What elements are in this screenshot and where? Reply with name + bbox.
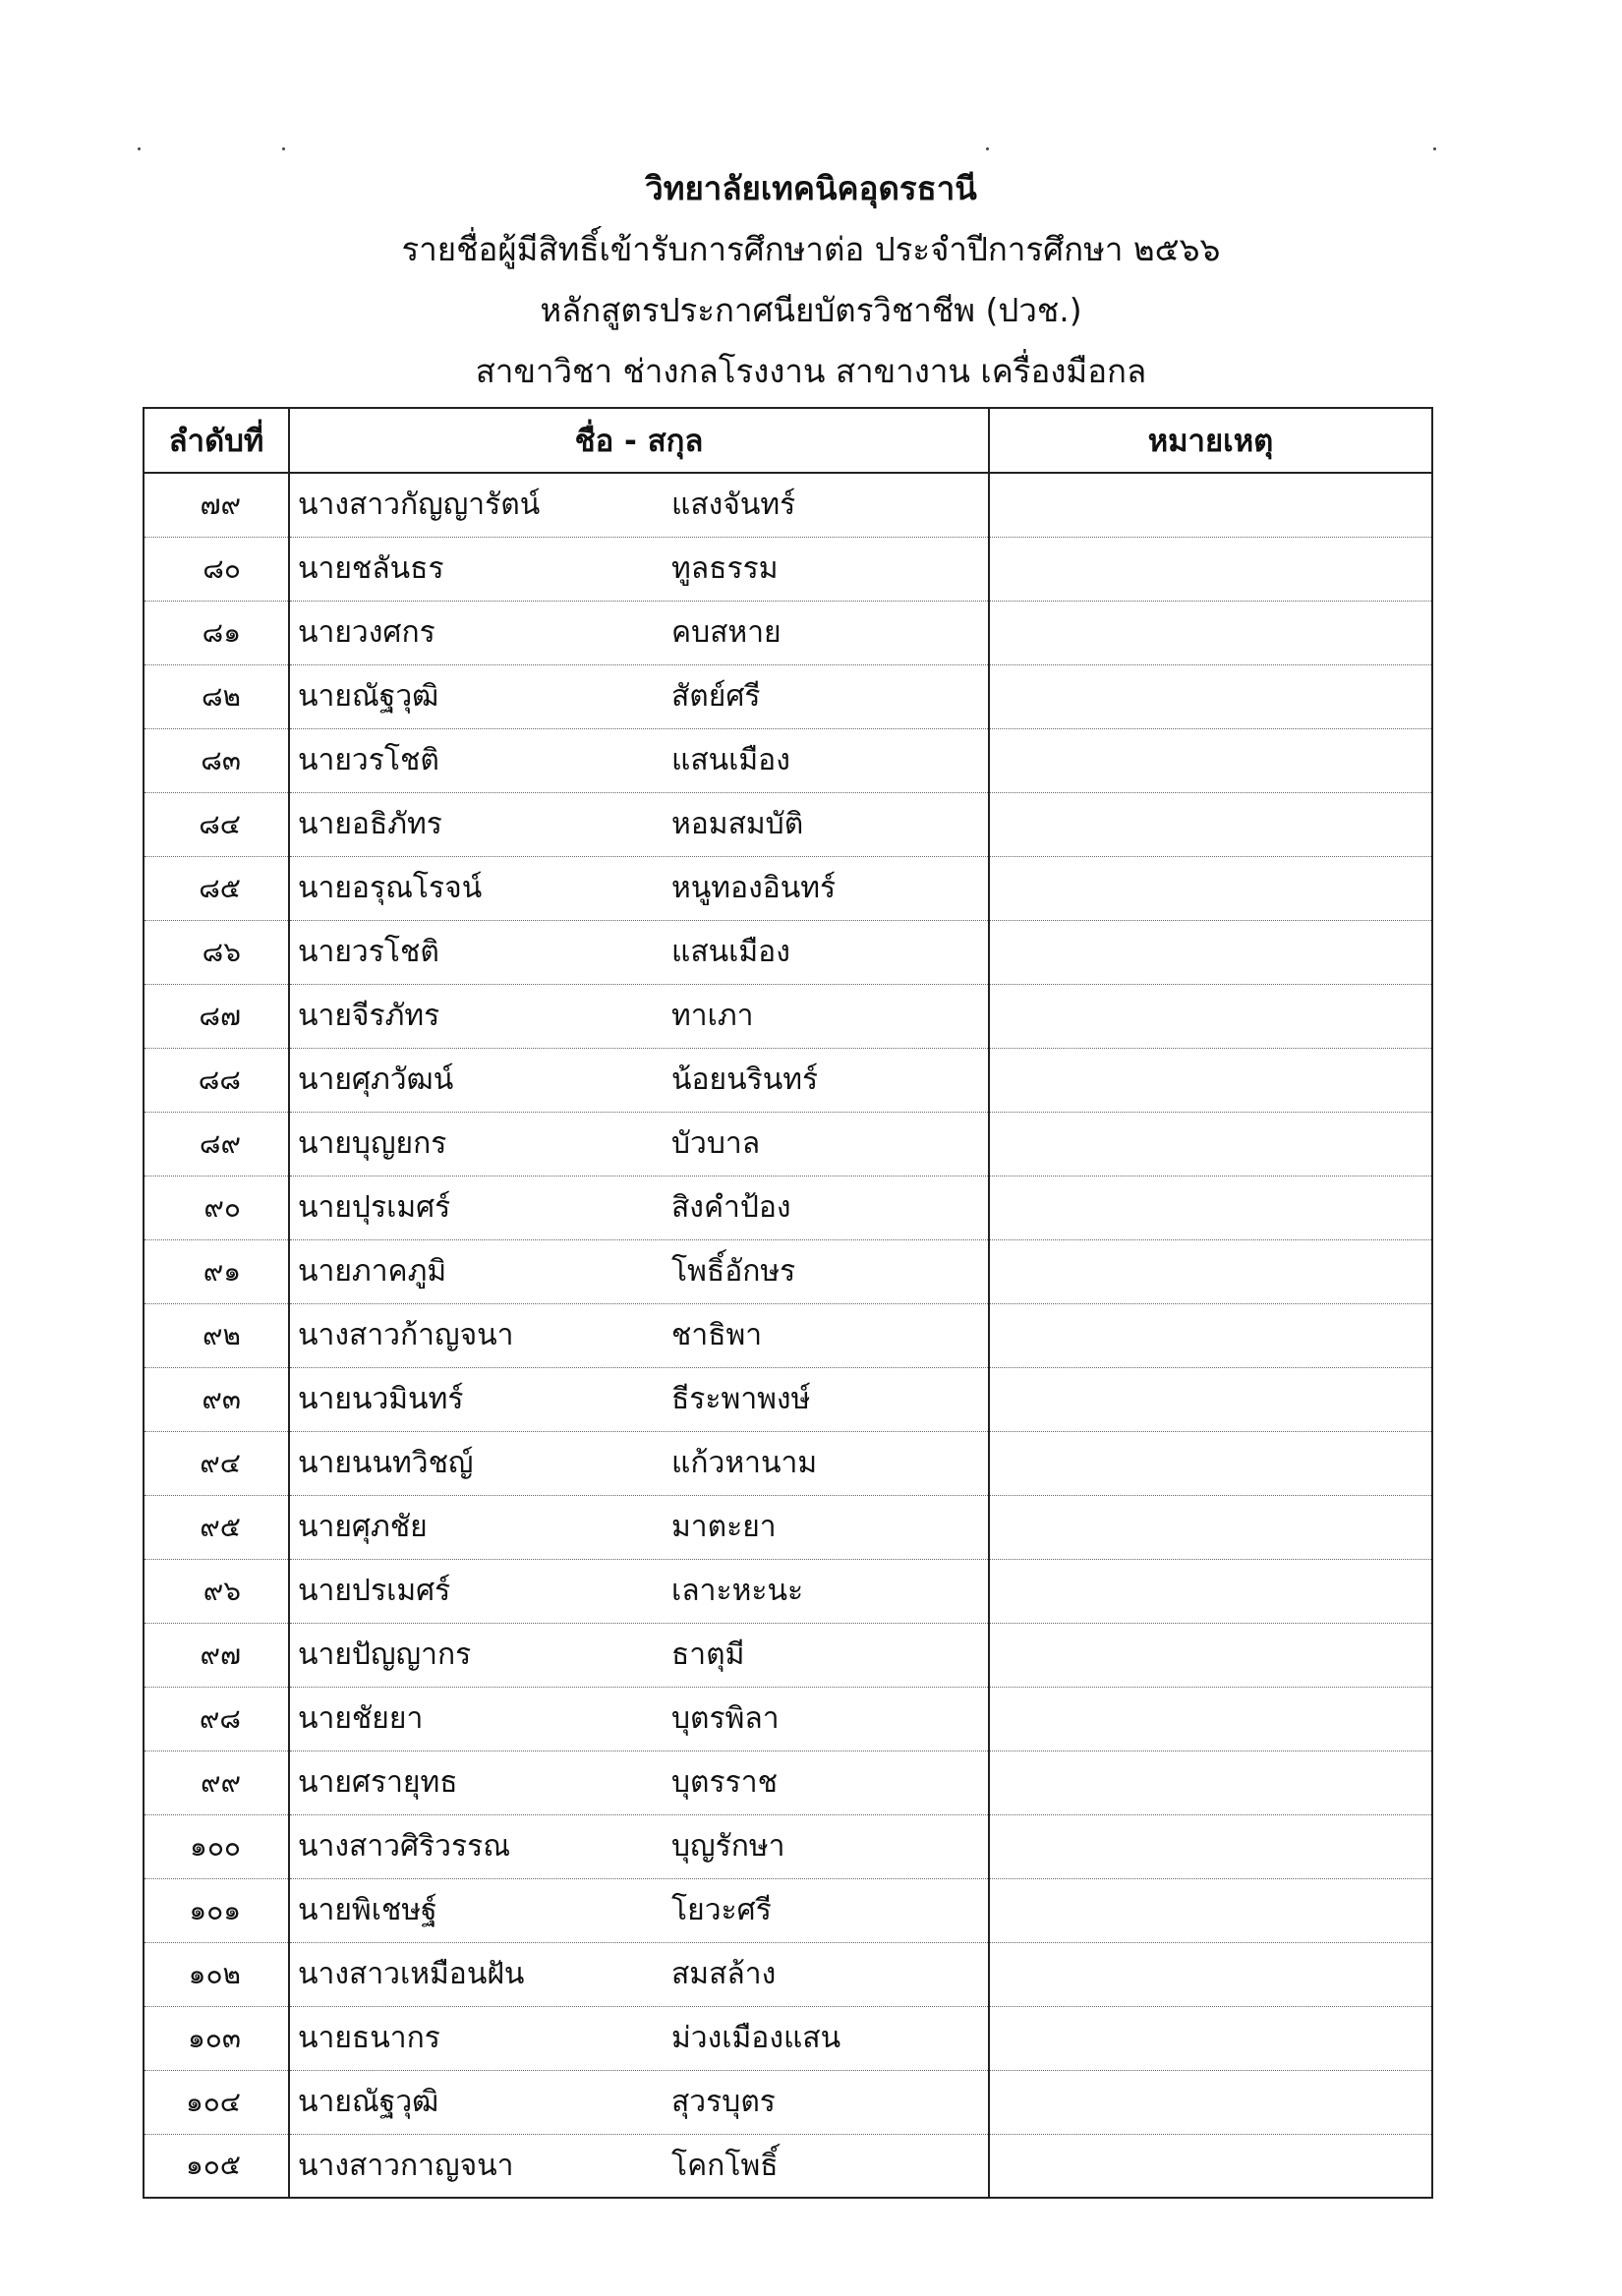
family-name: สิงคำป้อง bbox=[671, 1190, 791, 1225]
given-name: นายจีรภัทร bbox=[298, 999, 440, 1033]
full-name-cell bbox=[289, 2134, 989, 2198]
family-name: น้อยนรินทร์ bbox=[671, 1062, 819, 1097]
remark-cell bbox=[989, 1367, 1432, 1431]
table-row bbox=[144, 1559, 1432, 1623]
given-name: นายธนากร bbox=[298, 2021, 440, 2055]
given-name: นายนนทวิชญ์ bbox=[298, 1446, 474, 1480]
full-name-cell bbox=[289, 1687, 989, 1751]
family-name: บุญรักษา bbox=[671, 1829, 785, 1864]
full-name-cell bbox=[289, 1176, 989, 1239]
given-name: นางสาวกาญจนา bbox=[298, 2148, 514, 2183]
table-row bbox=[144, 1878, 1432, 1942]
order-number: ๘๕ bbox=[144, 856, 289, 920]
given-name: นายปัญญากร bbox=[298, 1637, 472, 1672]
family-name: แสนเมือง bbox=[671, 743, 790, 777]
family-name: มาตะยา bbox=[671, 1510, 777, 1544]
family-name: หนูทองอินทร์ bbox=[671, 871, 837, 905]
column-header-remark: หมายเหตุ bbox=[989, 408, 1432, 473]
table-row bbox=[144, 1942, 1432, 2006]
given-name: นายปุรเมศร์ bbox=[298, 1190, 451, 1225]
remark-cell bbox=[989, 2134, 1432, 2198]
order-number: ๙๔ bbox=[144, 1431, 289, 1495]
remark-cell bbox=[989, 984, 1432, 1048]
full-name-cell bbox=[289, 537, 989, 601]
table-row bbox=[144, 2134, 1432, 2198]
family-name: โคกโพธิ์ bbox=[671, 2148, 779, 2183]
family-name: แสนเมือง bbox=[671, 935, 790, 969]
order-number: ๙๙ bbox=[144, 1751, 289, 1814]
order-number: ๙๖ bbox=[144, 1559, 289, 1623]
family-name: บุตรราช bbox=[671, 1765, 778, 1800]
given-name: นางสาวกัญญารัตน์ bbox=[298, 488, 541, 523]
order-number: ๘๑ bbox=[144, 601, 289, 664]
table-row bbox=[144, 1048, 1432, 1112]
family-name: หอมสมบัติ bbox=[671, 807, 804, 841]
order-number: ๙๘ bbox=[144, 1687, 289, 1751]
scan-dot bbox=[138, 147, 141, 150]
order-number: ๑๐๔ bbox=[144, 2070, 289, 2134]
table-row bbox=[144, 2070, 1432, 2134]
table-row bbox=[144, 1431, 1432, 1495]
remark-cell bbox=[989, 601, 1432, 664]
table-row bbox=[144, 1814, 1432, 1878]
column-header-name: ชื่อ - สกุล bbox=[289, 408, 989, 473]
table-row bbox=[144, 1751, 1432, 1814]
remark-cell bbox=[989, 473, 1432, 537]
full-name-cell bbox=[289, 856, 989, 920]
full-name-cell bbox=[289, 601, 989, 664]
table-row bbox=[144, 856, 1432, 920]
scan-dot bbox=[282, 147, 285, 150]
full-name-cell bbox=[289, 2006, 989, 2070]
given-name: นายบุญยกร bbox=[298, 1126, 447, 1161]
program-line: หลักสูตรประกาศนียบัตรวิชาชีพ (ปวช.) bbox=[540, 291, 1082, 329]
given-name: นายณัฐวุฒิ bbox=[298, 679, 439, 714]
remark-cell bbox=[989, 2006, 1432, 2070]
table-row bbox=[144, 728, 1432, 792]
family-name: ทาเภา bbox=[671, 999, 754, 1033]
table-row bbox=[144, 1303, 1432, 1367]
full-name-cell bbox=[289, 1367, 989, 1431]
student-table bbox=[143, 407, 1433, 2199]
table-header-row bbox=[144, 408, 1432, 473]
given-name: นางสาวก้าญจนา bbox=[298, 1318, 514, 1352]
full-name-cell bbox=[289, 1239, 989, 1303]
family-name: เลาะหะนะ bbox=[671, 1574, 804, 1608]
family-name: สมสล้าง bbox=[671, 1957, 777, 1991]
full-name-cell bbox=[289, 920, 989, 984]
order-number: ๙๑ bbox=[144, 1239, 289, 1303]
given-name: นายอรุณโรจน์ bbox=[298, 871, 483, 905]
remark-cell bbox=[989, 1878, 1432, 1942]
order-number: ๙๓ bbox=[144, 1367, 289, 1431]
remark-cell bbox=[989, 920, 1432, 984]
family-name: ม่วงเมืองแสน bbox=[671, 2021, 841, 2055]
full-name-cell bbox=[289, 1559, 989, 1623]
full-name-cell bbox=[289, 728, 989, 792]
given-name: นายณัฐวุฒิ bbox=[298, 2085, 439, 2119]
given-name: นายพิเชษฐ์ bbox=[298, 1893, 437, 1927]
family-name: ธาตุมี bbox=[671, 1637, 745, 1672]
family-name: บุตรพิลา bbox=[671, 1701, 780, 1736]
remark-cell bbox=[989, 537, 1432, 601]
table-row bbox=[144, 1112, 1432, 1176]
given-name: นายปรเมศร์ bbox=[298, 1574, 451, 1608]
full-name-cell bbox=[289, 1814, 989, 1878]
order-number: ๑๐๓ bbox=[144, 2006, 289, 2070]
document-header bbox=[0, 165, 1622, 409]
major-line: สาขาวิชา ช่างกลโรงงาน สาขางาน เครื่องมือกล bbox=[475, 352, 1147, 390]
remark-cell bbox=[989, 2070, 1432, 2134]
full-name-cell bbox=[289, 473, 989, 537]
order-number: ๑๐๐ bbox=[144, 1814, 289, 1878]
order-number: ๘๔ bbox=[144, 792, 289, 856]
table-row bbox=[144, 1367, 1432, 1431]
given-name: นายวรโชติ bbox=[298, 743, 439, 777]
table-row bbox=[144, 537, 1432, 601]
full-name-cell bbox=[289, 1623, 989, 1687]
table-row bbox=[144, 1495, 1432, 1559]
full-name-cell bbox=[289, 1431, 989, 1495]
table-row bbox=[144, 2006, 1432, 2070]
full-name-cell bbox=[289, 984, 989, 1048]
remark-cell bbox=[989, 1623, 1432, 1687]
given-name: นายชัยยา bbox=[298, 1701, 424, 1736]
remark-cell bbox=[989, 1431, 1432, 1495]
list-subtitle: รายชื่อผู้มีสิทธิ์เข้ารับการศึกษาต่อ ประจำปีการศึกษา ๒๕๖๖ bbox=[401, 230, 1221, 268]
given-name: นายอธิภัทร bbox=[298, 807, 442, 841]
family-name: โพธิ์อักษร bbox=[671, 1254, 796, 1289]
full-name-cell bbox=[289, 664, 989, 728]
table-row bbox=[144, 601, 1432, 664]
remark-cell bbox=[989, 1751, 1432, 1814]
given-name: นายศุภชัย bbox=[298, 1510, 428, 1544]
family-name: บัวบาล bbox=[671, 1126, 761, 1161]
order-number: ๘๐ bbox=[144, 537, 289, 601]
remark-cell bbox=[989, 856, 1432, 920]
full-name-cell bbox=[289, 2070, 989, 2134]
remark-cell bbox=[989, 1495, 1432, 1559]
order-number: ๘๙ bbox=[144, 1112, 289, 1176]
order-number: ๑๐๕ bbox=[144, 2134, 289, 2198]
order-number: ๑๐๑ bbox=[144, 1878, 289, 1942]
given-name: นายศุภวัฒน์ bbox=[298, 1062, 454, 1097]
scan-dot bbox=[986, 147, 989, 150]
family-name: โยวะศรี bbox=[671, 1893, 772, 1927]
remark-cell bbox=[989, 664, 1432, 728]
order-number: ๘๗ bbox=[144, 984, 289, 1048]
family-name: คบสหาย bbox=[671, 615, 782, 650]
remark-cell bbox=[989, 1048, 1432, 1112]
remark-cell bbox=[989, 1814, 1432, 1878]
family-name: ชาธิพา bbox=[671, 1318, 763, 1352]
full-name-cell bbox=[289, 792, 989, 856]
full-name-cell bbox=[289, 1112, 989, 1176]
order-number: ๙๕ bbox=[144, 1495, 289, 1559]
given-name: นายชลันธร bbox=[298, 551, 444, 586]
given-name: นายภาคภูมิ bbox=[298, 1254, 447, 1289]
family-name: ธีระพาพงษ์ bbox=[671, 1382, 811, 1416]
remark-cell bbox=[989, 728, 1432, 792]
scan-dot bbox=[1433, 147, 1436, 150]
full-name-cell bbox=[289, 1751, 989, 1814]
table-row bbox=[144, 792, 1432, 856]
order-number: ๘๓ bbox=[144, 728, 289, 792]
table-body bbox=[144, 473, 1432, 2198]
order-number: ๘๘ bbox=[144, 1048, 289, 1112]
remark-cell bbox=[989, 1112, 1432, 1176]
full-name-cell bbox=[289, 1942, 989, 2006]
table-row bbox=[144, 664, 1432, 728]
remark-cell bbox=[989, 792, 1432, 856]
given-name: นายศรายุทธ bbox=[298, 1765, 458, 1800]
family-name: ทูลธรรม bbox=[671, 551, 779, 586]
family-name: แสงจันทร์ bbox=[671, 488, 796, 523]
given-name: นายวงศกร bbox=[298, 615, 435, 650]
given-name: นางสาวเหมือนฝัน bbox=[298, 1957, 525, 1991]
order-number: ๗๙ bbox=[144, 473, 289, 537]
order-number: ๘๖ bbox=[144, 920, 289, 984]
table-row bbox=[144, 1176, 1432, 1239]
order-number: ๑๐๒ bbox=[144, 1942, 289, 2006]
order-number: ๙๗ bbox=[144, 1623, 289, 1687]
table-row bbox=[144, 1687, 1432, 1751]
table-row bbox=[144, 1623, 1432, 1687]
given-name: นางสาวศิริวรรณ bbox=[298, 1829, 511, 1864]
remark-cell bbox=[989, 1942, 1432, 2006]
table-row bbox=[144, 984, 1432, 1048]
order-number: ๙๒ bbox=[144, 1303, 289, 1367]
full-name-cell bbox=[289, 1303, 989, 1367]
full-name-cell bbox=[289, 1495, 989, 1559]
family-name: สุวรบุตร bbox=[671, 2085, 776, 2119]
order-number: ๙๐ bbox=[144, 1176, 289, 1239]
table-row bbox=[144, 473, 1432, 537]
given-name: นายนวมินทร์ bbox=[298, 1382, 464, 1416]
given-name: นายวรโชติ bbox=[298, 935, 439, 969]
order-number: ๘๒ bbox=[144, 664, 289, 728]
family-name: สัตย์ศรี bbox=[671, 679, 761, 714]
remark-cell bbox=[989, 1687, 1432, 1751]
remark-cell bbox=[989, 1176, 1432, 1239]
table-row bbox=[144, 920, 1432, 984]
column-header-order: ลำดับที่ bbox=[144, 408, 289, 473]
remark-cell bbox=[989, 1559, 1432, 1623]
college-title: วิทยาลัยเทคนิคอุดรธานี bbox=[645, 169, 977, 207]
family-name: แก้วหานาม bbox=[671, 1446, 818, 1480]
full-name-cell bbox=[289, 1878, 989, 1942]
remark-cell bbox=[989, 1303, 1432, 1367]
table-row bbox=[144, 1239, 1432, 1303]
remark-cell bbox=[989, 1239, 1432, 1303]
full-name-cell bbox=[289, 1048, 989, 1112]
